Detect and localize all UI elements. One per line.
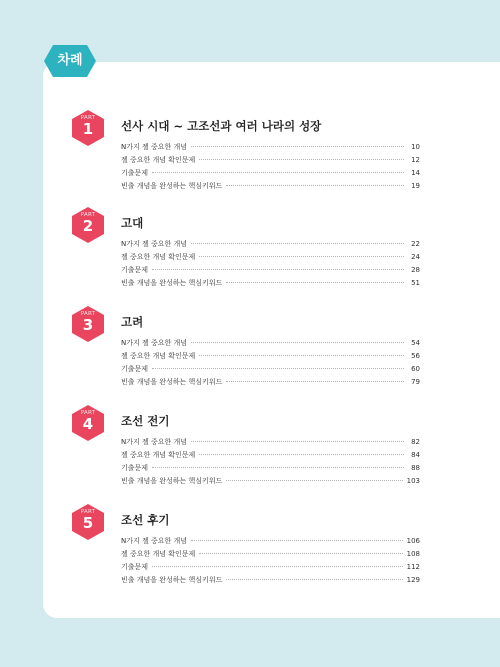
entry-label: 빈출 개념을 완성하는 핵심키워드: [121, 477, 223, 485]
entry-list: [121, 142, 420, 194]
toc-entry[interactable]: [121, 239, 420, 252]
toc-entry[interactable]: [121, 181, 420, 194]
entry-page: 12: [411, 156, 420, 164]
dot-leader: [199, 256, 404, 257]
entry-page: 84: [411, 451, 420, 459]
entry-label: 기출문제: [121, 266, 149, 274]
entry-page: 56: [411, 352, 420, 360]
toc-entry[interactable]: [121, 338, 420, 351]
entry-label: 기출문제: [121, 169, 149, 177]
dot-leader: [191, 540, 403, 541]
entry-label: 젤 중요한 개념 확인문제: [121, 352, 196, 360]
toc-entry[interactable]: [121, 252, 420, 265]
part-number-badge: [72, 207, 104, 243]
entry-label: N가지 젤 중요한 개념: [121, 537, 188, 545]
dot-leader: [191, 146, 404, 147]
entry-list: [121, 239, 420, 291]
entry-page: 88: [411, 464, 420, 472]
part-number-badge: [72, 504, 104, 540]
entry-list: [121, 437, 420, 489]
entry-page: 112: [406, 563, 420, 571]
toc-entry[interactable]: [121, 377, 420, 390]
dot-leader: [199, 159, 404, 160]
entry-label: 젤 중요한 개념 확인문제: [121, 451, 196, 459]
entry-label: 기출문제: [121, 365, 149, 373]
toc-entry[interactable]: [121, 155, 420, 168]
toc-entry[interactable]: [121, 265, 420, 278]
entry-page: 28: [411, 266, 420, 274]
dot-leader: [152, 172, 404, 173]
entry-page: 24: [411, 253, 420, 261]
entry-label: 기출문제: [121, 464, 149, 472]
entry-label: N가지 젤 중요한 개념: [121, 438, 188, 446]
part-title[interactable]: 조선 전기: [121, 414, 170, 428]
entry-label: 젤 중요한 개념 확인문제: [121, 550, 196, 558]
dot-leader: [152, 566, 403, 567]
toc-entry[interactable]: [121, 450, 420, 463]
entry-label: 빈출 개념을 완성하는 핵심키워드: [121, 182, 223, 190]
toc-entry[interactable]: [121, 437, 420, 450]
part-label: PART: [80, 115, 96, 121]
part-title[interactable]: 조선 후기: [121, 513, 170, 527]
entry-page: 14: [411, 169, 420, 177]
dot-leader: [226, 282, 404, 283]
entry-page: 54: [411, 339, 420, 347]
entry-list: [121, 338, 420, 390]
part-title[interactable]: 고려: [121, 315, 144, 329]
entry-label: N가지 젤 중요한 개념: [121, 240, 188, 248]
toc-entry[interactable]: [121, 142, 420, 155]
dot-leader: [191, 342, 404, 343]
dot-leader: [199, 553, 402, 554]
part-number-badge: [72, 306, 104, 342]
toc-entry[interactable]: [121, 536, 420, 549]
toc-badge: [44, 45, 96, 77]
dot-leader: [152, 467, 404, 468]
entry-label: 빈출 개념을 완성하는 핵심키워드: [121, 378, 223, 386]
part-label: PART: [80, 311, 96, 317]
dot-leader: [226, 579, 402, 580]
part-number: 5: [82, 514, 94, 532]
entry-page: 129: [406, 576, 420, 584]
entry-page: 60: [411, 365, 420, 373]
entry-page: 108: [406, 550, 420, 558]
part-number: 4: [82, 415, 94, 433]
entry-page: 51: [411, 279, 420, 287]
toc-entry[interactable]: [121, 351, 420, 364]
part-number-badge: [72, 405, 104, 441]
entry-label: 빈출 개념을 완성하는 핵심키워드: [121, 279, 223, 287]
entry-page: 10: [411, 143, 420, 151]
entry-label: N가지 젤 중요한 개념: [121, 143, 188, 151]
entry-page: 103: [406, 477, 420, 485]
part-title[interactable]: 고대: [121, 216, 144, 230]
entry-page: 19: [411, 182, 420, 190]
part-number: 1: [82, 120, 94, 138]
dot-leader: [152, 269, 404, 270]
dot-leader: [199, 355, 404, 356]
toc-entry[interactable]: [121, 549, 420, 562]
dot-leader: [152, 368, 404, 369]
dot-leader: [226, 480, 402, 481]
dot-leader: [226, 185, 404, 186]
toc-entry[interactable]: [121, 575, 420, 588]
entry-list: [121, 536, 420, 588]
toc-entry[interactable]: [121, 364, 420, 377]
toc-entry[interactable]: [121, 168, 420, 181]
entry-page: 82: [411, 438, 420, 446]
part-label: PART: [80, 509, 96, 515]
entry-page: 106: [406, 537, 420, 545]
part-number-badge: [72, 110, 104, 146]
part-number: 2: [82, 217, 94, 235]
entry-label: 젤 중요한 개념 확인문제: [121, 253, 196, 261]
entry-label: 빈출 개념을 완성하는 핵심키워드: [121, 576, 223, 584]
dot-leader: [226, 381, 404, 382]
toc-entry[interactable]: [121, 278, 420, 291]
entry-page: 79: [411, 378, 420, 386]
dot-leader: [191, 243, 404, 244]
entry-label: 기출문제: [121, 563, 149, 571]
toc-entry[interactable]: [121, 463, 420, 476]
page-title: 차례: [57, 53, 83, 68]
entry-label: N가지 젤 중요한 개념: [121, 339, 188, 347]
part-label: PART: [80, 212, 96, 218]
dot-leader: [191, 441, 404, 442]
entry-page: 22: [411, 240, 420, 248]
part-label: PART: [80, 410, 96, 416]
toc-entry[interactable]: [121, 562, 420, 575]
entry-label: 젤 중요한 개념 확인문제: [121, 156, 196, 164]
part-number: 3: [82, 316, 94, 334]
dot-leader: [199, 454, 404, 455]
part-title[interactable]: 선사 시대 ~ 고조선과 여러 나라의 성장: [121, 119, 322, 133]
toc-entry[interactable]: [121, 476, 420, 489]
